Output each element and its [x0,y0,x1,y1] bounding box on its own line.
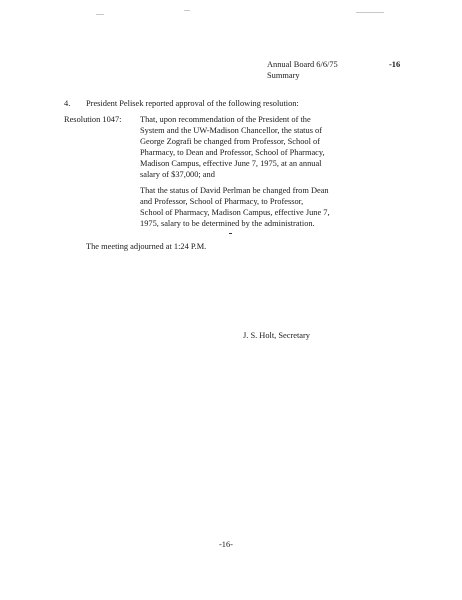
scan-artifact [96,14,104,15]
resolution-para1-line: Madison Campus, effective June 7, 1975, at an annual [140,159,322,168]
resolution-para1-line: George Zografi be changed from Professor, School of [140,137,320,146]
secretary-signature: J. S. Holt, Secretary [243,331,310,340]
resolution-para2-line: That the status of David Perlman be changed from Dean [140,186,329,195]
resolution-para2-line: School of Pharmacy, Madison Campus, effective June 7, [140,208,330,217]
resolution-para1-line: That, upon recommendation of the President of the [140,115,311,124]
resolution-para2-line: 1975, salary to be determined by the administration. [140,219,315,228]
scan-artifact [356,12,384,13]
header-subtitle: Summary [267,71,300,80]
scan-artifact [184,10,190,11]
footer-page-number: -16- [219,540,233,549]
resolution-para1-line: System and the UW-Madison Chancellor, the status of [140,126,323,135]
resolution-label: Resolution 1047: [64,115,122,124]
resolution-para1-line: Pharmacy, to Dean and Professor, School of Pharmacy, [140,148,325,157]
item-text: President Pelisek reported approval of the following resolution: [86,99,299,108]
adjournment-text: The meeting adjourned at 1:24 P.M. [86,242,207,251]
header-title: Annual Board 6/6/75 [267,60,338,69]
header-page-number: -16 [389,60,401,69]
resolution-para2-line: and Professor, School of Pharmacy, to Professor, [140,197,304,206]
resolution-para1-line: salary of $37,000; and [140,170,215,179]
dash-mark [229,233,232,234]
item-number: 4. [64,99,71,108]
